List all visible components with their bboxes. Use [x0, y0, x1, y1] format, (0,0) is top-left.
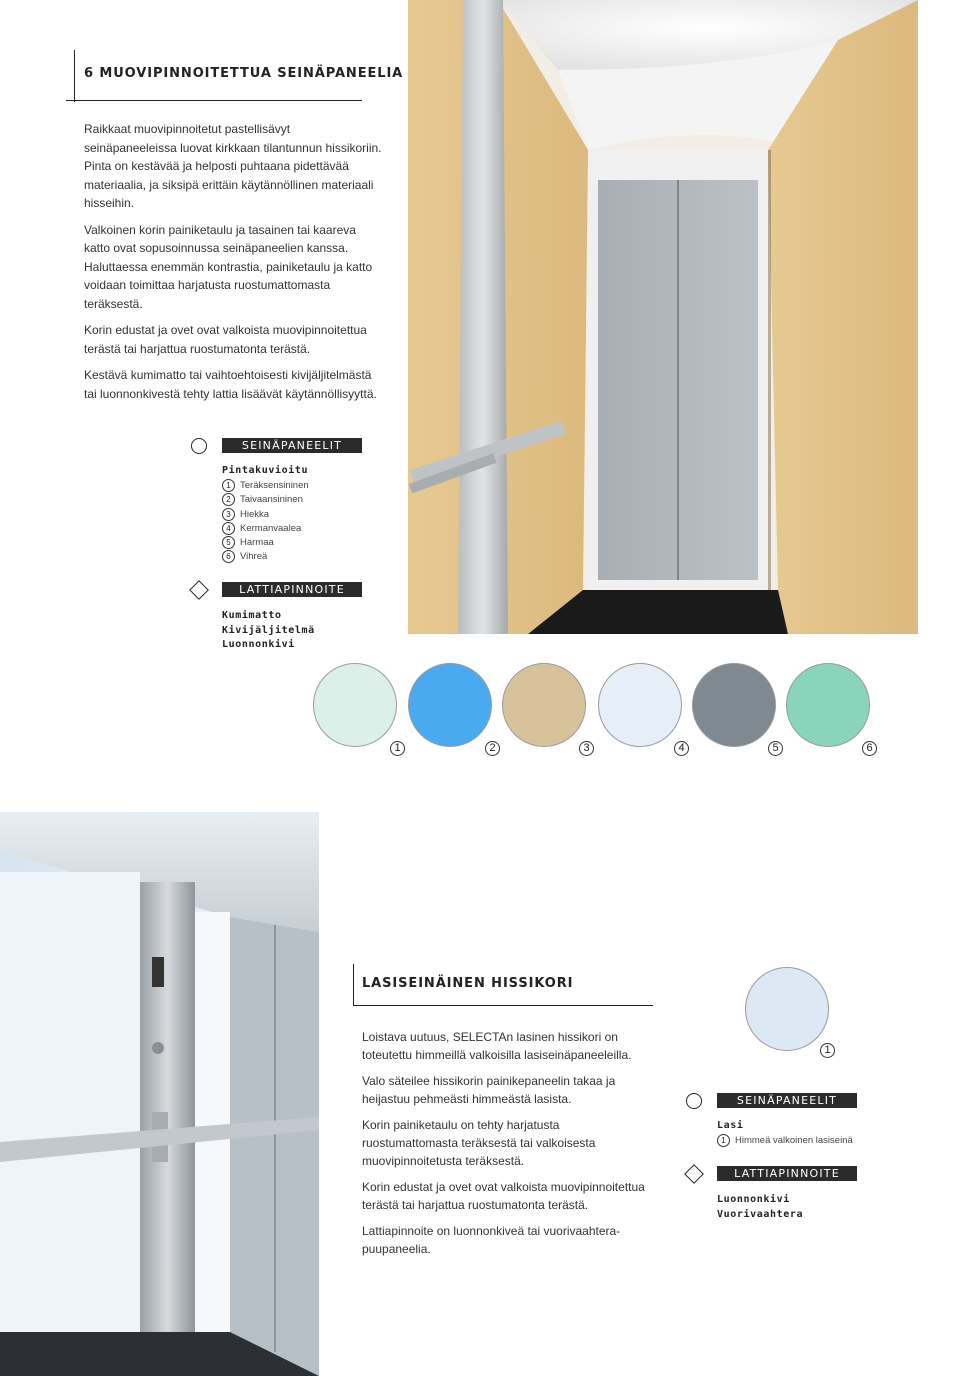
- floor-option: Luonnonkivi: [717, 1194, 790, 1205]
- wall-panel-subhead: Lasi: [717, 1120, 744, 1131]
- glass-elevator-photo: [0, 812, 319, 1376]
- number-badge: 6: [222, 550, 235, 563]
- wall-panel-options: [222, 479, 309, 565]
- swatch-number: 4: [674, 741, 689, 756]
- number-badge: 1: [717, 1134, 730, 1147]
- wall-option: [222, 536, 309, 550]
- body-paragraph: Korin edustat ja ovet ovat valkoista muovipinnoitettua terästä tai harjattua ruostumatonta terästä.: [362, 1180, 645, 1212]
- swatch-number: 1: [820, 1043, 835, 1058]
- wall-panels-label: SEINÄPANEELIT: [222, 438, 362, 453]
- color-swatch-6: [786, 663, 870, 747]
- number-badge: 2: [222, 493, 235, 506]
- glass-color-swatch: [745, 967, 829, 1051]
- floor-option: Vuorivaahtera: [717, 1208, 804, 1220]
- color-swatch-3: [502, 663, 586, 747]
- wall-option: [222, 493, 309, 507]
- color-swatch-5: [692, 663, 776, 747]
- title-horizontal-rule: [353, 1005, 653, 1006]
- swatch-number: 3: [579, 741, 594, 756]
- wall-option: [222, 508, 309, 522]
- swatch-number: 5: [768, 741, 783, 756]
- number-badge: 4: [222, 522, 235, 535]
- color-swatch-2: [408, 663, 492, 747]
- floor-option: Kivijäljitelmä: [222, 624, 315, 636]
- option-label: Taivaansininen: [240, 494, 303, 506]
- wall-panel-subhead: Pintakuvioitu: [222, 465, 309, 476]
- number-badge: 5: [222, 536, 235, 549]
- number-badge: 3: [222, 508, 235, 521]
- floor-coating-label: LATTIAPINNOITE: [717, 1166, 857, 1181]
- section-title: LASISEINÄINEN HISSIKORI: [362, 976, 574, 991]
- floor-option: Luonnonkivi: [222, 639, 295, 650]
- wall-option: [222, 550, 309, 564]
- diamond-symbol-icon: [189, 580, 209, 600]
- body-paragraph: Valkoinen korin painiketaulu ja tasainen tai kaareva katto ovat sopusoinnussa seinäpaneelien kanssa. Haluttaessa enemmän kontrastia, painiketaulu ja katto voidaan toimittaa harjatusta ruostumattomasta teräksestä.: [84, 222, 373, 311]
- body-paragraph: Loistava uutuus, SELECTAn lasinen hissikori on toteutettu himmeillä valkoisilla lasiseinäpaneeleilla.: [362, 1030, 632, 1062]
- body-paragraph: Korin painiketaulu on tehty harjatusta ruostumattomasta teräksestä tai valkoisesta muovipinnoitetusta teräksestä.: [362, 1118, 596, 1168]
- circle-symbol-icon: [191, 438, 207, 454]
- swatch-number: 6: [862, 741, 877, 756]
- option-label: Teräksensininen: [240, 480, 309, 492]
- swatch-number: 1: [390, 741, 405, 756]
- title-vertical-rule: [74, 50, 75, 102]
- wall-panel-options: [717, 1134, 853, 1148]
- circle-symbol-icon: [686, 1093, 702, 1109]
- option-label: Kermanvaalea: [240, 522, 302, 534]
- number-badge: 1: [222, 479, 235, 492]
- option-label: Vihreä: [240, 551, 268, 563]
- title-horizontal-rule: [66, 100, 362, 101]
- floor-option: Kumimatto: [222, 610, 282, 621]
- title-vertical-rule: [353, 964, 354, 1006]
- color-swatch-4: [598, 663, 682, 747]
- section-body-text: [362, 1028, 652, 1266]
- floor-options: [717, 1193, 803, 1222]
- floor-options: [222, 609, 315, 653]
- floor-coating-label: LATTIAPINNOITE: [222, 582, 362, 597]
- option-label: Harmaa: [240, 537, 274, 549]
- glass-elevator-illustration: [0, 812, 319, 1376]
- elevator-interior-illustration: [408, 0, 918, 634]
- diamond-symbol-icon: [684, 1164, 704, 1184]
- wall-option: [222, 522, 309, 536]
- body-paragraph: Kestävä kumimatto tai vaihtoehtoisesti kivijäljitelmästä tai luonnonkivestä tehty lattia lisäävät käytännöllisyyttä.: [84, 368, 377, 401]
- wall-option: [222, 479, 309, 493]
- wall-panels-label: SEINÄPANEELIT: [717, 1093, 857, 1108]
- body-paragraph: Valo säteilee hissikorin painikepaneelin takaa ja heijastuu pehmeästi himmeästä lasista.: [362, 1074, 616, 1106]
- option-label: Hiekka: [240, 508, 270, 520]
- elevator-interior-photo: [408, 0, 918, 634]
- body-paragraph: Lattiapinnoite on luonnonkiveä tai vuorivaahtera-puupaneelia.: [362, 1224, 621, 1256]
- body-paragraph: Korin edustat ja ovet ovat valkoista muovipinnoitettua terästä tai harjattua ruostumatonta terästä.: [84, 323, 367, 356]
- body-paragraph: Raikkaat muovipinnoitetut pastellisävyt seinäpaneeleissa luovat kirkkaan tilantunnun hissikoriin. Pinta on kestävää ja helposti puhtaana pidettävää materiaalia, ja siksipä erittäin käytännöllinen materiaali hisseihin.: [84, 122, 382, 210]
- color-swatch-1: [313, 663, 397, 747]
- section-body-text: [84, 120, 384, 411]
- swatch-number: 2: [485, 741, 500, 756]
- wall-option: [717, 1134, 853, 1148]
- section-title: 6 MUOVIPINNOITETTUA SEINÄPANEELIA: [84, 66, 404, 81]
- option-label: Himmeä valkoinen lasiseinä: [735, 1135, 853, 1147]
